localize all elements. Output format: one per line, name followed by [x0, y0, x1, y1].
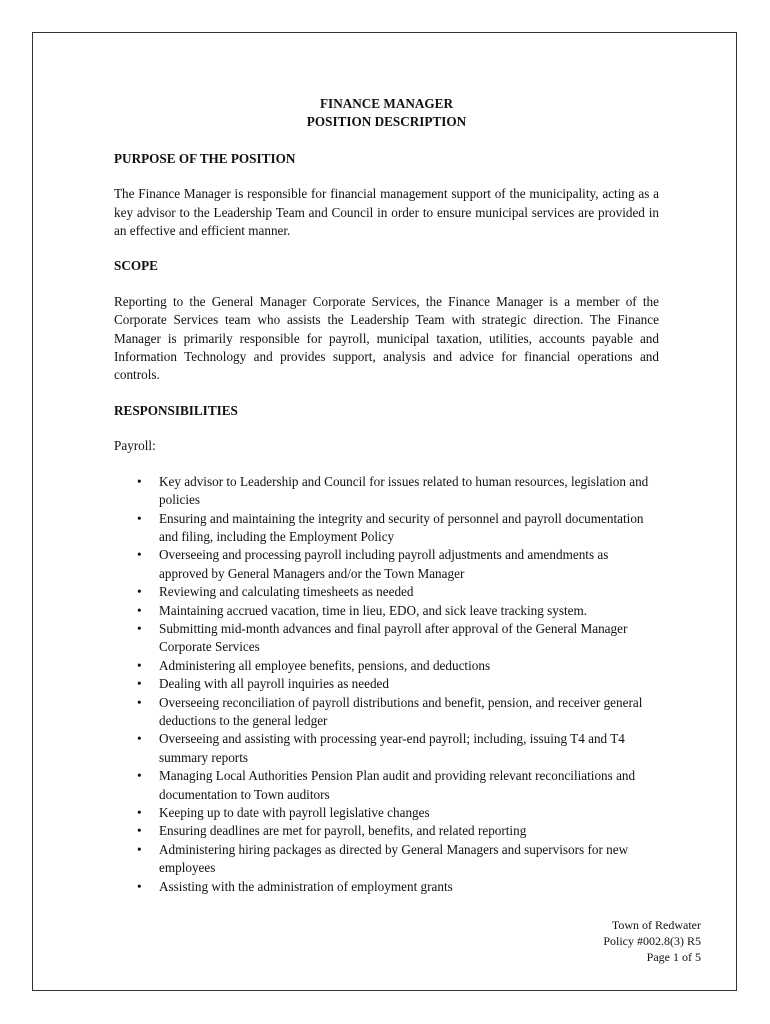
document-footer — [603, 917, 701, 965]
list-item — [114, 694, 659, 731]
list-item — [114, 822, 659, 840]
list-item-text: Overseeing and assisting with processing year-end payroll; including, issuing T4 and T4 summary reports — [159, 731, 625, 765]
list-item-text: Assisting with the administration of employment grants — [159, 878, 453, 894]
list-item-text: Managing Local Authorities Pension Plan audit and providing relevant reconciliations and documentation to Town auditors — [159, 768, 636, 802]
list-item-text: Administering all employee benefits, pensions, and deductions — [159, 657, 491, 673]
bullet-icon: • — [137, 694, 142, 710]
list-item — [114, 878, 659, 896]
list-item — [114, 510, 659, 547]
list-item — [114, 657, 659, 675]
bullet-icon: • — [137, 805, 142, 820]
footer-policy: Policy #002.8(3) R5 — [603, 934, 701, 948]
payroll-subheading: Payroll: — [114, 438, 156, 454]
list-item — [114, 804, 659, 822]
list-item — [114, 841, 659, 878]
list-item — [114, 730, 659, 767]
bullet-icon: • — [137, 547, 142, 563]
document-body — [114, 95, 659, 896]
title-line-1: FINANCE MANAGER — [320, 96, 453, 111]
responsibilities-heading: RESPONSIBILITIES — [114, 402, 238, 418]
bullet-icon: • — [137, 584, 142, 600]
document-title — [114, 95, 659, 132]
footer-page-number: Page 1 of 5 — [646, 950, 701, 964]
list-item-text: Reviewing and calculating timesheets as needed — [159, 584, 414, 600]
list-item-text: Submitting mid-month advances and final payroll after approval of the General Manager Corporate Services — [159, 620, 628, 655]
list-item-text: Dealing with all payroll inquiries as needed — [159, 676, 389, 692]
list-item-text: Ensuring deadlines are met for payroll, benefits, and related reporting — [159, 823, 527, 839]
list-item — [114, 546, 659, 583]
list-item — [114, 583, 659, 601]
bullet-icon: • — [137, 620, 142, 636]
list-item — [114, 675, 659, 693]
list-item-text: Keeping up to date with payroll legislative changes — [159, 805, 430, 820]
bullet-icon: • — [137, 878, 142, 894]
list-item-text: Maintaining accrued vacation, time in lieu, EDO, and sick leave tracking system. — [159, 602, 588, 618]
footer-org: Town of Redwater — [611, 918, 701, 932]
list-item-text: Overseeing and processing payroll including payroll adjustments and amendments as approved by General Managers and/or the Town Manager — [159, 547, 609, 581]
list-item — [114, 473, 659, 510]
purpose-heading: PURPOSE OF THE POSITION — [114, 150, 296, 166]
purpose-text: The Finance Manager is responsible for financial management support of the municipality, acting as a key advisor to the Leadership Team and Council in order to ensure municipal services are provided in an effective and efficient manner. — [114, 186, 659, 239]
scope-text: Reporting to the General Manager Corporate Services, the Finance Manager is a member of the Corporate Services team who assists the Leadership Team with strategic direction. The Finance Manager is primarily responsible for payroll, municipal taxation, utilities, accounts payable and Information Technology and provides support, analysis and advice for financial operations and controls. — [114, 293, 659, 383]
list-item-text: Ensuring and maintaining the integrity and security of personnel and payroll documentation and filing, including the Employment Policy — [159, 510, 644, 544]
list-item-text: Key advisor to Leadership and Council for issues related to human resources, legislation and policies — [159, 473, 649, 508]
bullet-icon: • — [137, 731, 142, 747]
list-item — [114, 767, 659, 804]
list-item — [114, 620, 659, 657]
bullet-icon: • — [137, 657, 142, 673]
bullet-icon: • — [137, 510, 142, 526]
list-item — [114, 602, 659, 620]
bullet-icon: • — [137, 768, 142, 784]
bullet-icon: • — [137, 676, 142, 692]
document-page — [32, 32, 737, 991]
list-item-text: Administering hiring packages as directed by General Managers and supervisors for new employees — [159, 841, 629, 876]
title-line-2: POSITION DESCRIPTION — [306, 114, 467, 130]
list-item-text: Overseeing reconciliation of payroll distributions and benefit, pension, and receiver general deductions to the general ledger — [159, 694, 643, 728]
scope-heading: SCOPE — [114, 258, 158, 274]
payroll-responsibilities-list — [114, 473, 659, 896]
bullet-icon: • — [137, 841, 142, 857]
bullet-icon: • — [137, 823, 142, 839]
bullet-icon: • — [137, 602, 142, 618]
bullet-icon: • — [137, 473, 142, 489]
